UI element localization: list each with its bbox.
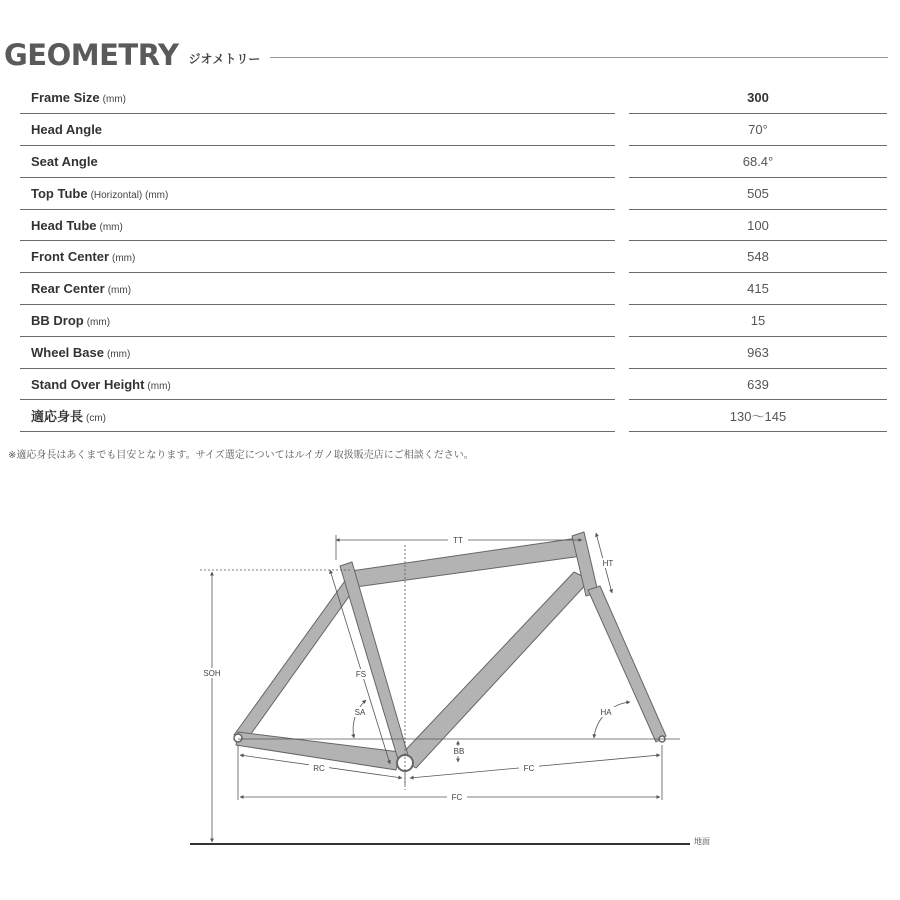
spec-value: 68.4° xyxy=(629,146,887,178)
fc-front-label: FC xyxy=(523,764,535,773)
spec-value: 100 xyxy=(629,209,887,241)
spec-value: 15 xyxy=(629,305,887,337)
tt-label: TT xyxy=(453,536,463,545)
ground-label: 地面 xyxy=(694,837,710,846)
spec-label-cell xyxy=(20,177,615,209)
sa-label: SA xyxy=(354,708,366,717)
spec-label: Rear Center xyxy=(31,281,105,297)
spec-label: Top Tube xyxy=(31,185,88,201)
page-title: GEOMETRY xyxy=(4,38,179,72)
seat-stay xyxy=(234,578,355,738)
table-row xyxy=(20,336,887,368)
spec-label: Head Tube xyxy=(31,217,97,233)
spec-label: Frame Size xyxy=(31,90,100,106)
table-row xyxy=(20,368,887,400)
spec-label-cell xyxy=(20,82,615,114)
spec-value: 130〜145 xyxy=(629,400,887,432)
fc-total-label: FC xyxy=(451,793,463,802)
top-tube xyxy=(344,538,582,588)
spec-label-cell xyxy=(20,368,615,400)
spec-label-cell xyxy=(20,305,615,337)
frame-geometry-diagram xyxy=(0,500,900,900)
table-row xyxy=(20,177,887,209)
rc-label: RC xyxy=(313,764,325,773)
rear-dropout xyxy=(234,734,242,742)
bb-label: BB xyxy=(453,747,465,756)
spec-label-cell xyxy=(20,241,615,273)
spec-unit: (mm) xyxy=(106,348,131,360)
spec-label-cell xyxy=(20,336,615,368)
fork xyxy=(588,586,666,742)
spec-label-cell xyxy=(20,273,615,305)
table-row xyxy=(20,114,887,146)
spec-label: Stand Over Height xyxy=(31,376,145,392)
spec-label: Wheel Base xyxy=(31,344,104,360)
spec-value: 963 xyxy=(629,336,887,368)
spec-value: 548 xyxy=(629,241,887,273)
ht-label: HT xyxy=(602,559,614,568)
soh-label: SOH xyxy=(203,669,221,678)
table-row xyxy=(20,146,887,178)
spec-unit: (mm) xyxy=(112,253,136,265)
spec-label: 適応身長 xyxy=(31,409,84,425)
spec-unit: (mm) xyxy=(86,316,111,328)
table-row xyxy=(20,305,887,337)
spec-unit: (mm) xyxy=(107,285,132,297)
spec-label: Head Angle xyxy=(31,122,103,138)
ha-label: HA xyxy=(600,708,612,717)
size-note: ※適応身長はあくまでも目安となります。サイズ選定についてはルイガノ取扱販売店にご相談ください。 xyxy=(8,450,474,461)
spec-value: 639 xyxy=(629,368,887,400)
spec-label-cell xyxy=(20,400,615,432)
spec-value: 70° xyxy=(629,114,887,146)
spec-unit: (mm) xyxy=(147,380,171,392)
table-row xyxy=(20,400,887,432)
table-row xyxy=(20,241,887,273)
spec-unit: (mm) xyxy=(99,221,123,233)
page-subtitle: ジオメトリー xyxy=(188,51,261,66)
spec-label: BB Drop xyxy=(31,312,84,328)
table-row xyxy=(20,82,887,114)
spec-unit: (Horizontal) (mm) xyxy=(90,189,169,201)
geometry-table xyxy=(20,82,887,432)
spec-label-cell xyxy=(20,114,615,146)
spec-label: Front Center xyxy=(31,249,109,265)
page-header xyxy=(4,30,888,80)
spec-label-cell xyxy=(20,146,615,178)
spec-unit: (mm) xyxy=(102,94,126,106)
spec-value: 505 xyxy=(629,177,887,209)
spec-unit: (cm) xyxy=(86,413,107,425)
header-divider xyxy=(270,57,888,58)
spec-value: 300 xyxy=(629,82,887,114)
spec-value: 415 xyxy=(629,273,887,305)
table-row xyxy=(20,209,887,241)
spec-label-cell xyxy=(20,209,615,241)
fs-label: FS xyxy=(355,670,367,679)
seat-tube xyxy=(340,562,410,766)
spec-label: Seat Angle xyxy=(31,153,98,169)
table-row xyxy=(20,273,887,305)
